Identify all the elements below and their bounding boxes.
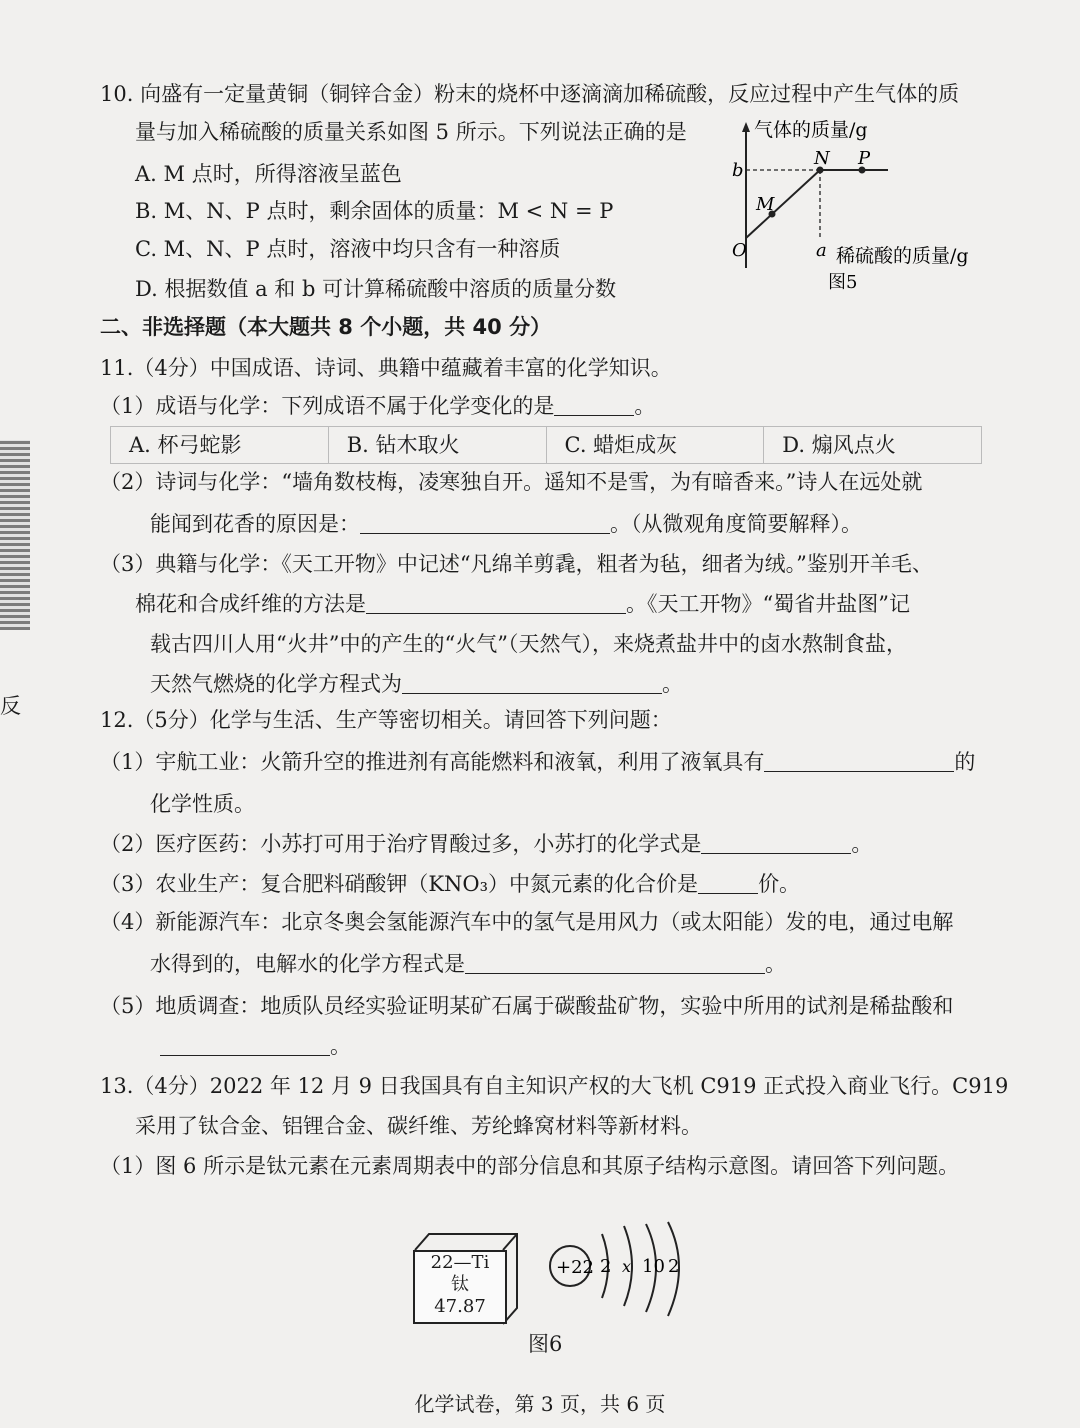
figure5-graph <box>720 118 990 298</box>
figure5-y-label: 气体的质量/g <box>754 119 868 141</box>
figure5-n-label: N <box>814 148 830 169</box>
q12-part1-text: （1）宇航工业：火箭升空的推进剂有高能燃料和液氧，利用了液氧具有 <box>100 750 765 774</box>
q13-part1: （1）图 6 所示是钛元素在元素周期表中的部分信息和其原子结构示意图。请回答下列问题。 <box>100 1154 960 1178</box>
section2-heading: 二、非选择题（本大题共 8 个小题，共 40 分） <box>100 315 552 339</box>
q12-part3 <box>100 870 800 898</box>
figure5-p-label: P <box>858 148 871 169</box>
q11-part1-blank[interactable] <box>554 393 634 416</box>
q10-line1: 10. 向盛有一定量黄铜（铜锌合金）粉末的烧杯中逐滴滴加稀硫酸，反应过程中产生气体的质 <box>100 82 960 106</box>
q11-part1-end: 。 <box>634 394 656 418</box>
q12-part4-end: 。 <box>765 952 786 976</box>
figure5-m-label: M <box>756 194 775 215</box>
element-number-symbol: 22—Ti <box>430 1252 490 1273</box>
q12-part1-line2: 化学性质。 <box>150 792 255 816</box>
margin-edge-char: 反 <box>0 694 21 718</box>
q12-part1-blank[interactable] <box>764 749 954 772</box>
q11-part3-blank[interactable] <box>366 591 626 614</box>
q12-part1-line1 <box>100 748 975 776</box>
q11-part3-eq-text: 天然气燃烧的化学方程式为 <box>150 672 402 696</box>
element-name: 钛 <box>451 1274 469 1295</box>
figure5-x-label: 稀硫酸的质量/g <box>836 245 969 267</box>
q12-part2-blank[interactable] <box>701 831 851 854</box>
q13-title-line1: 13.（4分）2022 年 12 月 9 日我国具有自主知识产权的大飞机 C919 正式投入商业飞行。C919 <box>100 1074 1009 1098</box>
figure6-caption: 图6 <box>528 1332 563 1356</box>
q11-part3-line2 <box>135 590 910 618</box>
q11-part3-line3: 载古四川人用“火井”中的产生的“火气”（天然气），来烧煮盐井中的卤水熬制食盐， <box>150 632 907 656</box>
q11-part1 <box>100 392 655 420</box>
q10-option-c: C. M、N、P 点时，溶液中均只含有一种溶质 <box>135 237 561 261</box>
q11-part3-eq-end: 。 <box>662 672 683 696</box>
q11-option-b: B. 钻木取火 <box>329 427 547 463</box>
margin-barcode-strip <box>0 440 30 630</box>
q11-option-d: D. 煽风点火 <box>782 433 896 457</box>
q12-part5-line2 <box>160 1032 351 1060</box>
figure5-caption: 图5 <box>828 272 858 293</box>
q10-option-d: D. 根据数值 a 和 b 可计算稀硫酸中溶质的质量分数 <box>135 277 617 301</box>
q12-part5-end: 。 <box>330 1034 351 1058</box>
q11-part2-blank[interactable] <box>360 511 610 534</box>
q10-option-a: A. M 点时，所得溶液呈蓝色 <box>135 162 402 186</box>
q12-part5-blank[interactable] <box>160 1033 330 1056</box>
shell-1-electrons: 2 <box>600 1256 612 1277</box>
figure5-origin-label: O <box>732 240 747 261</box>
q12-part4-blank[interactable] <box>465 951 765 974</box>
nucleus-charge: +22 <box>556 1257 594 1278</box>
titanium-element-cell <box>413 1250 507 1324</box>
q12-part3-blank[interactable] <box>698 871 758 894</box>
q11-option-a: A. 杯弓蛇影 <box>111 427 329 463</box>
q10-line2: 量与加入稀硫酸的质量关系如图 5 所示。下列说法正确的是 <box>135 120 687 144</box>
page-footer: 化学试卷，第 3 页，共 6 页 <box>414 1392 666 1416</box>
q11-part2-end: 。（从微观角度简要解释）。 <box>610 512 862 536</box>
q11-part3-end: 。《天工开物》“蜀省井盐图”记 <box>626 592 910 616</box>
q11-part2-line2 <box>150 510 862 538</box>
q12-part4-line1: （4）新能源汽车：北京冬奥会氢能源汽车中的氢气是用风力（或太阳能）发的电，通过电解 <box>100 910 954 934</box>
q11-part2-line1: （2）诗词与化学：“墙角数枝梅，凌寒独自开。遥知不是雪，为有暗香来。”诗人在远处就 <box>100 470 923 494</box>
q12-part3-text: （3）农业生产：复合肥料硝酸钾（KNO₃）中氮元素的化合价是 <box>100 872 699 896</box>
q11-part3-text: 棉花和合成纤维的方法是 <box>135 592 366 616</box>
q13-title-line2: 采用了钛合金、铝锂合金、碳纤维、芳纶蜂窝材料等新材料。 <box>135 1114 702 1138</box>
q11-part3-line4 <box>150 670 683 698</box>
q11-part3-eq-blank[interactable] <box>402 671 662 694</box>
q10-option-b: B. M、N、P 点时，剩余固体的质量：M < N = P <box>135 199 614 223</box>
q12-part4-line2 <box>150 950 786 978</box>
figure5-b-label: b <box>732 160 744 181</box>
q12-part4-text: 水得到的，电解水的化学方程式是 <box>150 952 465 976</box>
q12-part3-end: 价。 <box>758 872 801 896</box>
q12-title: 12.（5分）化学与生活、生产等密切相关。请回答下列问题： <box>100 708 672 732</box>
q11-part3-line1: （3）典籍与化学：《天工开物》中记述“凡绵羊剪毳，粗者为毡，细者为绒。”鉴别开羊毛、 <box>100 552 933 576</box>
q11-part2-text: 能闻到花香的原因是： <box>150 512 360 536</box>
q11-option-c: C. 蜡炬成灰 <box>547 427 765 463</box>
titanium-atom-diagram <box>548 1220 708 1330</box>
q12-part2-text: （2）医疗医药：小苏打可用于治疗胃酸过多，小苏打的化学式是 <box>100 832 702 856</box>
q11-options-table <box>110 426 982 464</box>
q12-part5-line1: （5）地质调查：地质队员经实验证明某矿石属于碳酸盐矿物，实验中所用的试剂是稀盐酸和 <box>100 994 954 1018</box>
q11-title: 11.（4分）中国成语、诗词、典籍中蕴藏着丰富的化学知识。 <box>100 356 672 380</box>
element-mass: 47.87 <box>434 1296 486 1317</box>
q12-part1-end: 的 <box>954 750 976 774</box>
q12-part2-end: 。 <box>851 832 873 856</box>
q11-part1-text: （1）成语与化学：下列成语不属于化学变化的是 <box>100 394 555 418</box>
shell-3-electrons: 10 <box>642 1256 665 1277</box>
shell-2-electrons: x <box>622 1257 632 1276</box>
shell-4-electrons: 2 <box>668 1256 680 1277</box>
figure5-a-label: a <box>816 240 827 261</box>
y-axis-arrow-icon <box>742 122 750 132</box>
q12-part2 <box>100 830 872 858</box>
